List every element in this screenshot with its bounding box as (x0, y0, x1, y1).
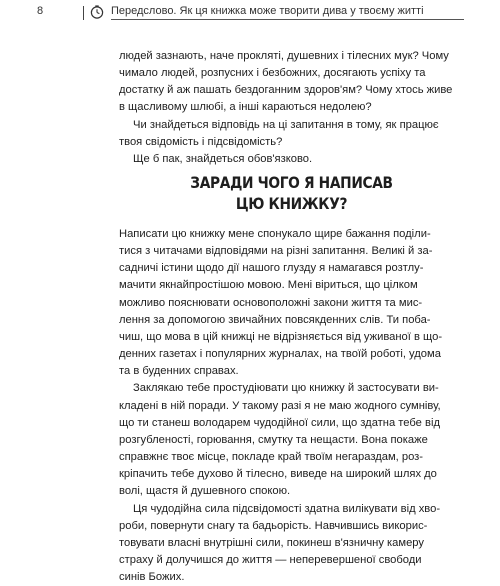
text-line: товувати власні внутрішні сили, покинеш в'язничну камеру (119, 537, 424, 549)
clock-icon (90, 5, 104, 19)
text-line: що ти станеш володарем чудодійної сили, що здатна тебе від (119, 417, 440, 429)
paragraph (119, 380, 464, 500)
text-line: та в буденних справах. (119, 365, 239, 377)
text-line: в щасливому шлюбі, а інші караються недолею? (119, 101, 372, 113)
page-number: 8 (37, 5, 43, 17)
intro-answer-paragraph (119, 151, 464, 168)
text-line: чиш, що мова в цій книжці не відрізняється від уживаної в що- (119, 331, 442, 343)
text-line: кладені в ній поради. У такому разі я не маю жодного сумніву, (119, 400, 441, 412)
section-body (119, 226, 464, 586)
text-line: денних газетах і популярних журналах, на твоїй роботі, удома (119, 348, 441, 360)
text-line: можливо пояснювати основоположні закони життя та мис- (119, 297, 422, 309)
page-header (0, 0, 500, 30)
text-line: садничі істини щодо дії нашого глузду я намагався розтлу- (119, 262, 423, 274)
text-line: Чи знайдеться відповідь на ці запитання в тому, як працює (133, 119, 439, 131)
section-heading (143, 172, 440, 214)
section-heading-line: ЦЮ КНИЖКУ? (143, 193, 440, 214)
text-line: волі, щастя й душевного спокою. (119, 485, 290, 497)
intro-question-paragraph (119, 117, 464, 151)
text-line: Ця чудодійна сила підсвідомості здатна вилікувати від хво- (133, 503, 440, 515)
text-line: людей зазнають, наче прокляті, душевних і тілесних мук? Чому (119, 50, 449, 62)
text-line: розгубленості, горювання, смутку та нещасти. Вона покаже (119, 434, 428, 446)
text-line: чимало людей, розпусних і безбожних, досягають успіху та (119, 67, 425, 79)
intro-paragraph (119, 48, 464, 117)
intro-text (119, 48, 464, 168)
text-line: роби, повернути снагу та бадьорість. Навчившись викорис- (119, 520, 427, 532)
text-line: твоя свідомість і підсвідомість? (119, 136, 282, 148)
text-line: Написати цю книжку мене спонукало щире бажання поділи- (119, 228, 431, 240)
text-line: кріпачить тебе духово й тілесно, виведе на широкий шлях до (119, 468, 437, 480)
header-divider (83, 6, 84, 20)
text-line: страху й долучишся до життя — неперевершеної свободи (119, 554, 422, 566)
text-line: лення за допомогою звичайних повсякденних слів. Ти поба- (119, 314, 431, 326)
paragraph (119, 226, 464, 380)
section-heading-line: ЗАРАДИ ЧОГО Я НАПИСАВ (143, 172, 440, 193)
text-line: достатку й аж пашать бездоганним здоров'ям? Чому хтось живе (119, 84, 452, 96)
running-title: Передслово. Як ця книжка може творити дива у твоєму житті (111, 5, 424, 17)
text-line: справжнє твоє місце, покладе край твоїм негараздам, роз- (119, 451, 423, 463)
text-line: Заклякаю тебе простудіювати цю книжку й застосувати ви- (133, 382, 439, 394)
header-underline (111, 19, 464, 20)
paragraph (119, 501, 464, 586)
text-line: Ще б пак, знайдеться обов'язково. (133, 153, 312, 165)
text-line: тися з читачами відповідями на різні запитання. Великі й за- (119, 245, 432, 257)
text-line: мачити якнайпростішою мовою. Мені віриться, що цілком (119, 279, 418, 291)
text-line: синів Божих. (119, 571, 184, 583)
